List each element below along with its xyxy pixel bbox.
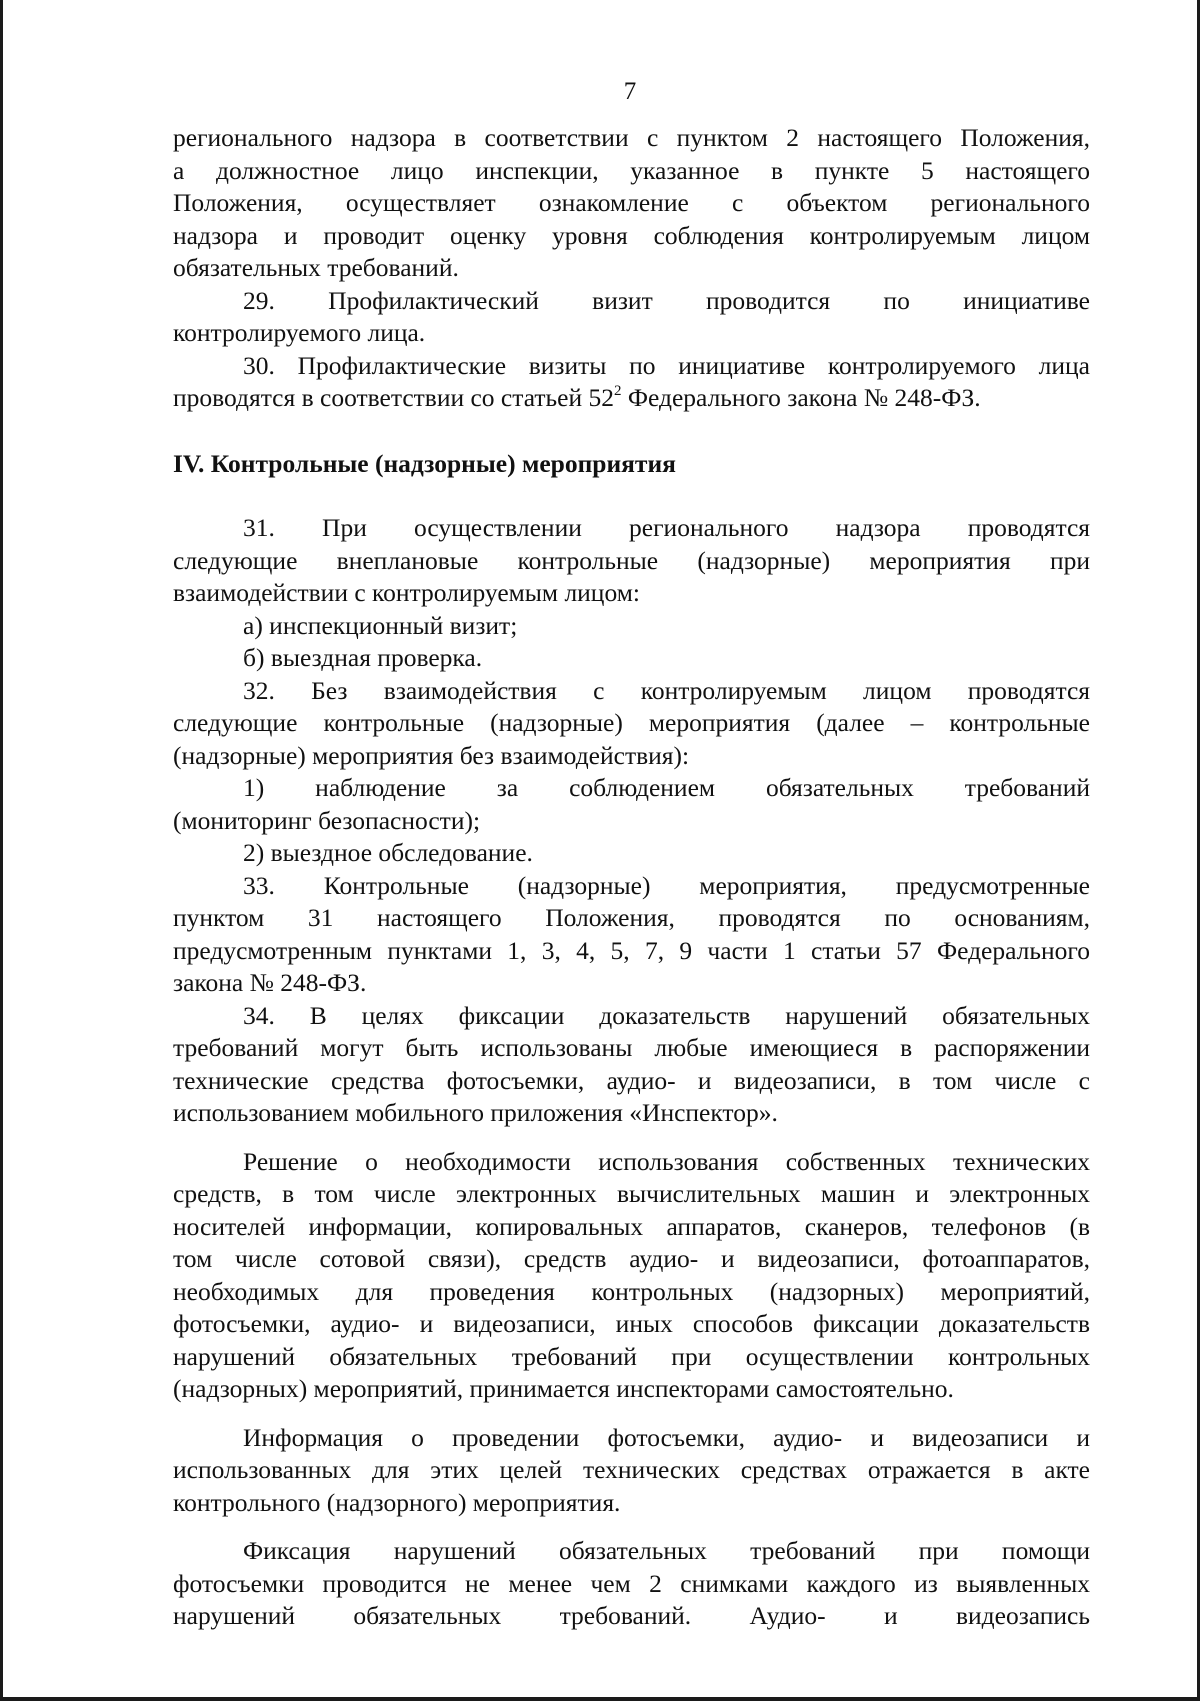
paragraph-33-line: предусмотренным пунктами 1, 3, 4, 5, 7, 9 части 1 статьи 57 Федерального [173,935,1090,965]
paragraph-34-line: использованием мобильного приложения «Инспектор». [173,1098,778,1127]
text-line: надзора и проводит оценку уровня соблюдения контролируемым лицом [173,220,1090,250]
text-line: регионального надзора в соответствии с пунктом 2 настоящего Положения, [173,123,1090,152]
decision-paragraph-line: носителей информации, копировальных аппаратов, сканеров, телефонов (в [173,1211,1090,1241]
paragraph-32-line: (надзорные) мероприятия без взаимодействия): [173,740,690,770]
information-paragraph-line: контрольного (надзорного) мероприятия. [173,1487,621,1517]
decision-paragraph-line: том числе сотовой связи), средств аудио- и видеозаписи, фотоаппаратов, [173,1244,1090,1273]
paragraph-30-line [173,382,1090,415]
paragraph-33-line: пунктом 31 настоящего Положения, проводятся по основаниям, [173,903,1090,932]
list-item: 2) выездное обследование. [243,838,533,867]
fixation-paragraph-line: фотосъемки проводится не менее чем 2 снимками каждого из выявленных [173,1568,1090,1598]
list-item: б) выездная проверка. [243,643,483,672]
paragraph-32-line: 32. Без взаимодействия с контролируемым лицом проводятся [243,675,1090,705]
paragraph-29-line: контролируемого лица. [173,318,426,347]
decision-paragraph-line: Решение о необходимости использования собственных технических [243,1146,1090,1176]
text-line: обязательных требований. [173,253,459,282]
information-paragraph-line: Информация о проведении фотосъемки, аудио- и видеозаписи и [243,1422,1090,1452]
superscript: 2 [613,383,622,399]
fixation-paragraph-line: Фиксация нарушений обязательных требований при помощи [243,1536,1090,1565]
text-segment: проводятся в соответствии со статьей 52 [173,383,614,412]
paragraph-33-line: закона № 248-ФЗ. [173,968,367,997]
fixation-paragraph-line: нарушений обязательных требований. Аудио- и видеозапись [173,1601,1090,1630]
paragraph-29-line: 29. Профилактический визит проводится по инициативе [243,285,1090,315]
decision-paragraph-line: (надзорных) мероприятий, принимается инспекторами самостоятельно. [173,1374,954,1403]
decision-paragraph-line: фотосъемки, аудио- и видеозаписи, иных способов фиксации доказательств [173,1309,1090,1338]
list-item: а) инспекционный визит; [243,610,518,640]
paragraph-32-line: следующие контрольные (надзорные) мероприятия (далее – контрольные [173,708,1090,737]
list-item: (мониторинг безопасности); [173,805,481,835]
text-segment: Федерального закона № 248-ФЗ. [621,383,981,412]
paragraph-34-line: 34. В целях фиксации доказательств нарушений обязательных [243,1000,1090,1030]
list-item: 1) наблюдение за соблюдением обязательных требований [243,773,1090,802]
decision-paragraph-line: необходимых для проведения контрольных (надзорных) мероприятий, [173,1276,1090,1306]
section-heading: IV. Контрольные (надзорные) мероприятия [173,448,676,478]
decision-paragraph-line: нарушений обязательных требований при осуществлении контрольных [173,1341,1090,1371]
document-body [173,122,1090,1633]
decision-paragraph-line: средств, в том числе электронных вычислительных машин и электронных [173,1179,1090,1208]
paragraph-31-line: взаимодействии с контролируемым лицом: [173,578,640,607]
paragraph-33-line: 33. Контрольные (надзорные) мероприятия, предусмотренные [243,870,1090,900]
paragraph-30-line: 30. Профилактические визиты по инициативе контролируемого лица [243,350,1090,380]
information-paragraph-line: использованных для этих целей технических средствах отражается в акте [173,1455,1090,1484]
text-line: а должностное лицо инспекции, указанное в пункте 5 настоящего [173,155,1090,185]
scan-border-left [0,0,3,1701]
text-line: Положения, осуществляет ознакомление с объектом регионального [173,188,1090,217]
paragraph-34-line: требований могут быть использованы любые имеющиеся в распоряжении [173,1033,1090,1062]
paragraph-34-line: технические средства фотосъемки, аудио- и видеозаписи, в том числе с [173,1065,1090,1095]
scan-border-bottom [0,1697,1200,1701]
paragraph-31-line: следующие внеплановые контрольные (надзорные) мероприятия при [173,545,1090,575]
page-number: 7 [623,78,637,105]
paragraph-31-line: 31. При осуществлении регионального надзора проводятся [243,513,1090,542]
